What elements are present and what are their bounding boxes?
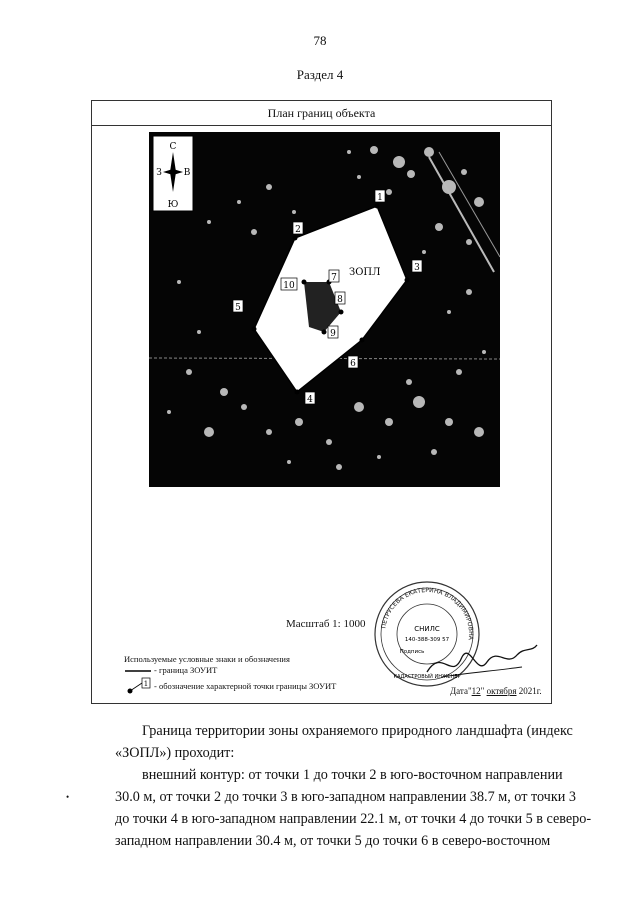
stamp-signature-label: Подпись — [399, 649, 425, 655]
text-line-1: Граница территории зоны охраняемого природного ландшафта (индекс — [142, 723, 573, 739]
stamp-center-label: СНИЛС — [414, 625, 440, 633]
boundary-point — [339, 310, 344, 315]
zone-label: ЗОПЛ — [349, 267, 381, 278]
compass-west: З — [156, 168, 162, 178]
boundary-point — [293, 236, 298, 241]
stamp-bottom-text: КАДАСТРОВЫЙ ИНЖЕНЕР — [393, 674, 461, 680]
date-prefix: Дата" — [450, 686, 472, 696]
compass-east: В — [183, 168, 191, 178]
page-number: 78 — [313, 33, 327, 48]
margin-bullet: • — [66, 792, 70, 802]
boundary-point — [405, 278, 410, 283]
point-label-8: 8 — [337, 295, 343, 305]
legend-point-marker: 1 — [143, 680, 149, 688]
boundary-point — [295, 390, 300, 395]
text-line-2: «ЗОПЛ») проходит: — [115, 745, 235, 761]
section-title: Раздел 4 — [296, 67, 344, 82]
point-label-9: 9 — [330, 329, 336, 339]
point-label-6: 6 — [350, 359, 356, 369]
plan-title: План границ объекта — [92, 101, 551, 126]
legend-boundary-text: - граница ЗОУИТ — [154, 665, 218, 675]
stamp-ring-text: ПЕТРУСЕВА ЕКАТЕРИНА ВЛАДИМИРОВНА — [380, 586, 475, 641]
legend-point-text: - обозначение характерной точки границы ЗОУИТ — [154, 681, 337, 691]
point-label-7: 7 — [331, 273, 337, 283]
boundary-line-icon — [124, 666, 152, 676]
date-year: 2021г. — [516, 686, 542, 696]
plan-frame — [91, 100, 552, 704]
compass-south: Ю — [167, 200, 179, 210]
text-line-6: западном направлении 30.4 м, от точки 5 до точки 6 в северо-восточном — [115, 833, 551, 849]
boundary-point — [322, 330, 327, 335]
point-label-10: 10 — [283, 281, 295, 291]
point-marker-icon — [124, 677, 152, 697]
point-label-3: 3 — [414, 263, 420, 273]
signature-mark — [422, 637, 542, 692]
point-label-4: 4 — [307, 395, 313, 405]
compass-north: С — [169, 142, 177, 152]
date-day: 12 — [471, 686, 481, 696]
text-line-4: 30.0 м, от точки 2 до точки 3 в юго-западном направлении 38.7 м, от точки 3 — [115, 789, 576, 805]
boundary-point — [252, 327, 257, 332]
scale-label: Масштаб 1: 1000 — [286, 618, 366, 630]
date-month: октября — [486, 686, 517, 696]
boundary-point — [375, 204, 380, 209]
boundary-point — [302, 280, 307, 285]
point-label-2: 2 — [295, 225, 301, 235]
date-line — [450, 686, 542, 696]
stamp-center-number: 140-388-309 57 — [404, 637, 450, 643]
legend-title: Используемые условные знаки и обозначения — [124, 654, 290, 664]
road-line — [429, 157, 494, 272]
text-line-3: внешний контур: от точки 1 до точки 2 в юго-восточном направлении — [142, 767, 563, 783]
text-line-5: до точки 4 в юго-западном направлении 22.1 м, от точки 4 до точки 5 в северо- — [115, 811, 592, 827]
map-drawing — [149, 132, 500, 487]
boundary-point — [360, 338, 365, 343]
date-mid: " — [480, 686, 487, 696]
point-label-5: 5 — [235, 303, 241, 313]
point-label-1: 1 — [377, 193, 383, 203]
satellite-map — [149, 132, 500, 487]
